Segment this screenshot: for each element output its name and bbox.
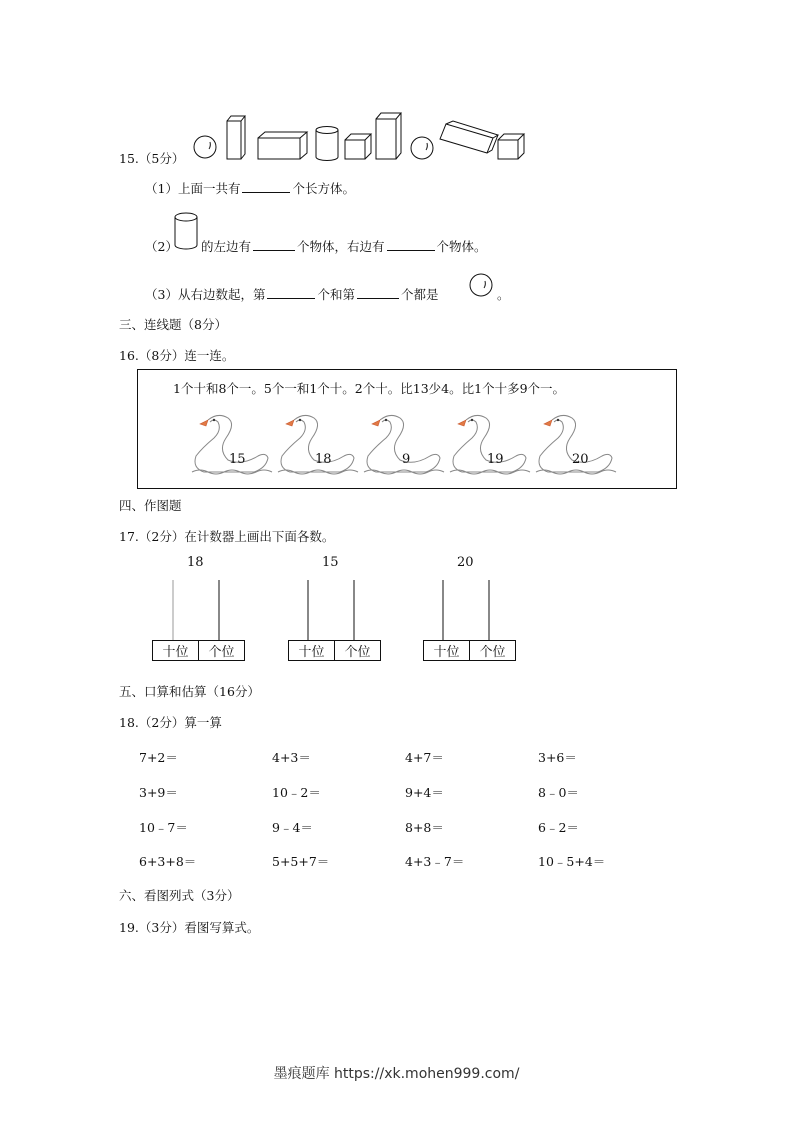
cube-icon-2 <box>498 134 524 159</box>
swan-number[interactable]: 20 <box>572 452 589 467</box>
solid-shapes-row <box>190 108 530 164</box>
ones-label: 个位 <box>335 640 381 661</box>
answer-blank[interactable] <box>357 286 399 299</box>
cylinder-icon-inline <box>173 211 201 251</box>
q15-sub2-suffix: 个物体。 <box>436 239 487 254</box>
math-item[interactable]: 6+3+8＝ <box>139 854 197 869</box>
q15-sub1-text: （1）上面一共有 <box>145 181 241 196</box>
math-item[interactable]: 10﹣5+4＝ <box>538 854 606 869</box>
tens-label: 十位 <box>288 640 335 661</box>
counter-rods <box>288 578 382 640</box>
q15-sub2-rest <box>201 237 487 255</box>
section-title: 三、连线题（8分） <box>119 317 227 332</box>
math-item[interactable]: 3+9＝ <box>139 785 178 800</box>
q15-sub1 <box>145 179 355 197</box>
q15-sub3 <box>145 285 439 303</box>
counter-number: 15 <box>322 555 339 570</box>
q15-sub3-text: （3）从右边数起，第 <box>145 287 266 302</box>
counter-number: 20 <box>457 555 474 570</box>
math-item[interactable]: 3+6＝ <box>538 750 577 765</box>
math-item[interactable]: 9﹣4＝ <box>272 820 313 835</box>
math-item[interactable]: 4+3＝ <box>272 750 311 765</box>
q15-sub2-mid1: 的左边有 <box>201 239 252 254</box>
math-item[interactable]: 8﹣0＝ <box>538 785 579 800</box>
counter-number: 18 <box>187 555 204 570</box>
tens-label: 十位 <box>152 640 199 661</box>
q15-sub1-suffix: 个长方体。 <box>292 181 355 196</box>
q17-label: 17.（2分）在计数器上画出下面各数。 <box>119 529 335 544</box>
ones-label: 个位 <box>199 640 245 661</box>
counter-rods <box>152 578 246 640</box>
q16-label: 16.（8分）连一连。 <box>119 348 235 363</box>
page-footer: 墨痕题库 https://xk.mohen999.com/ <box>273 1066 520 1082</box>
sphere-icon <box>194 136 216 158</box>
math-item[interactable]: 7+2＝ <box>139 750 178 765</box>
tall-cuboid-icon <box>227 116 245 159</box>
answer-blank[interactable] <box>253 238 295 251</box>
swan-row <box>190 410 620 478</box>
q15-label: 15.（5分） <box>119 151 185 166</box>
math-item[interactable]: 4+3﹣7＝ <box>405 854 465 869</box>
math-item[interactable]: 6﹣2＝ <box>538 820 579 835</box>
tilted-cuboid-icon <box>440 121 498 153</box>
cube-icon <box>345 134 371 159</box>
swan-number[interactable]: 15 <box>229 452 246 467</box>
swan-number[interactable]: 9 <box>402 452 411 467</box>
cylinder-icon <box>316 127 338 161</box>
q15-sub2-text: （2） <box>145 239 178 254</box>
q15-sub3-suffix: 。 <box>497 287 510 302</box>
q18-label: 18.（2分）算一算 <box>119 715 222 730</box>
math-item[interactable]: 5+5+7＝ <box>272 854 330 869</box>
flat-cuboid-icon <box>258 132 307 159</box>
tens-label: 十位 <box>423 640 470 661</box>
tall-cuboid-icon-2 <box>376 113 401 159</box>
q15-sub3-mid: 个和第 <box>317 287 355 302</box>
answer-blank[interactable] <box>242 180 290 193</box>
swan-number[interactable]: 19 <box>487 452 504 467</box>
math-item[interactable]: 10﹣2＝ <box>272 785 321 800</box>
section-title: 四、作图题 <box>119 498 182 513</box>
sphere-icon-2 <box>411 137 433 159</box>
math-item[interactable]: 10﹣7＝ <box>139 820 188 835</box>
math-item[interactable]: 8+8＝ <box>405 820 444 835</box>
math-item[interactable]: 9+4＝ <box>405 785 444 800</box>
q15-sub3-mid2: 个都是 <box>400 287 439 302</box>
matching-box <box>137 369 677 489</box>
q19-label: 19.（3分）看图写算式。 <box>119 920 260 935</box>
answer-blank[interactable] <box>387 238 435 251</box>
q15-sub2-mid2: 个物体，右边有 <box>297 239 385 254</box>
section-title: 五、口算和估算（16分） <box>119 684 260 699</box>
swan-number[interactable]: 18 <box>315 452 332 467</box>
answer-blank[interactable] <box>267 286 315 299</box>
section-title: 六、看图列式（3分） <box>119 888 240 903</box>
sphere-icon-inline <box>468 272 496 300</box>
counter-rods <box>423 578 517 640</box>
q16-prompt: 1个十和8个一。5个一和1个十。2个十。比13少4。比1个十多9个一。 <box>173 381 566 396</box>
ones-label: 个位 <box>470 640 516 661</box>
math-item[interactable]: 4+7＝ <box>405 750 444 765</box>
